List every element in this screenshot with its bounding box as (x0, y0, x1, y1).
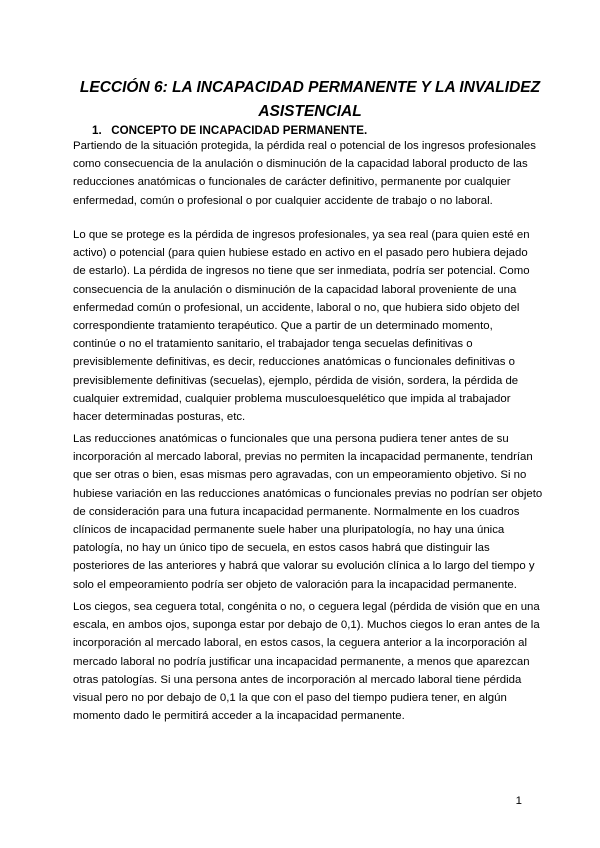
paragraph-line: patología, no hay un único tipo de secuela, en estos casos habrá que distinguir las (73, 542, 490, 555)
paragraph-line: Partiendo de la situación protegida, la pérdida real o potencial de los ingresos profesionales (73, 140, 536, 152)
paragraph-line: visual pero no por debajo de 0,1 la que con el paso del tiempo pudiera tener, en algún (73, 692, 507, 705)
paragraph-line: previsiblemente definitivas (secuelas), ejemplo, pérdida de visión, sordera, la pérdida de (73, 374, 519, 387)
paragraph-line: continúe o no el tratamiento sanitario, el trabajador tenga secuelas definitivas o (73, 338, 473, 351)
paragraph (73, 598, 548, 725)
section-number: 1. (92, 124, 102, 137)
paragraph-line: incorporación al mercado laboral, en estos casos, la ceguera anterior a la incorporación al (73, 637, 527, 650)
paragraph-line: cualquier extremidad, cualquier problema musculoesquelético que impida al trabajador (73, 392, 511, 405)
paragraph (73, 137, 548, 210)
paragraph-line: Las reducciones anatómicas o funcionales que una persona pudiera tener antes de su (73, 433, 509, 445)
paragraph-line: incorporación al mercado laboral, previas no permiten la incapacidad permanente, tendrían (73, 451, 533, 464)
paragraph-line: de consideración para una futura incapacidad permanente. Normalmente en los cuadros (73, 505, 520, 518)
paragraph-line: clínicos de incapacidad permanente suele haber una pluripatología, no hay una única (73, 524, 505, 537)
paragraph-line: como consecuencia de la anulación o disminución de la capacidad laboral producto de las (73, 158, 528, 171)
page-number: 1 (515, 795, 522, 807)
paragraph-line: otras patologías. Si una persona antes de incorporación al mercado laboral tiene pérdida (73, 673, 522, 686)
paragraph-line: consecuencia de la anulación o disminución de la capacidad laboral proveniente de una (73, 283, 517, 296)
paragraph-line: posteriores de las anteriores y habrá que valorar su evolución clínica a lo largo del tiempo y (73, 560, 535, 573)
paragraph-line: hubiese variación en las reducciones anatómicas o funcionales previas no podrían ser objeto (73, 487, 543, 500)
paragraph-line: hacer determinadas posturas, etc. (73, 411, 246, 424)
paragraph-line: mercado laboral no podría justificar una incapacidad permanente, a menos que aparezcan (73, 655, 530, 668)
paragraph-line: que ser otras o bien, esas mismas pero agravadas, con un empeoramiento objetivo. Si no (73, 469, 527, 482)
paragraph (73, 226, 548, 426)
paragraph-line: activo) o potencial (para quien hubiese estado en activo en el pasado pero hubiera dejado (73, 247, 528, 260)
paragraph-line: de estarlo). La pérdida de ingresos no tiene que ser inmediata, podría ser potencial. Como (73, 265, 530, 278)
section-heading-text: CONCEPTO DE INCAPACIDAD PERMANENTE. (111, 124, 368, 137)
paragraph (73, 430, 548, 594)
paragraph-line: Los ciegos, sea ceguera total, congénita o no, o ceguera legal (pérdida de visión que en una (73, 601, 540, 613)
paragraph-line: correspondiente tratamiento terapéutico. Que a partir de un determinado momento, (73, 320, 493, 333)
paragraph-line: escala, en ambos ojos, suponga estar por debajo de 0,1). Muchos ciegos lo eran antes de la (73, 619, 540, 632)
page-title-continuation: ASISTENCIAL (258, 103, 362, 120)
paragraph-line: momento dado le permitirá acceder a la incapacidad permanente. (73, 710, 405, 723)
paragraph-line: previsiblemente definitivas, es decir, reducciones anatómicas o funcionales definitivas o (73, 356, 515, 369)
page-title: LECCIÓN 6: LA INCAPACIDAD PERMANENTE Y LA INVALIDEZ (79, 79, 541, 96)
paragraph-line: solo el empeoramiento podría ser objeto de valoración para la incapacidad permanente. (73, 578, 517, 591)
paragraph-line: enfermedad común o profesional, un accidente, laboral o no, que hubiera sido objeto del (73, 301, 520, 314)
paragraph-line: reducciones anatómicas o funcionales de carácter definitivo, permanente por cualquier (73, 176, 511, 189)
section-heading (92, 124, 367, 137)
paragraph-line: enfermedad, común o profesional o por cualquier accidente de trabajo o no laboral. (73, 194, 493, 207)
paragraph-line: Lo que se protege es la pérdida de ingresos profesionales, ya sea real (para quien esté en (73, 229, 530, 241)
